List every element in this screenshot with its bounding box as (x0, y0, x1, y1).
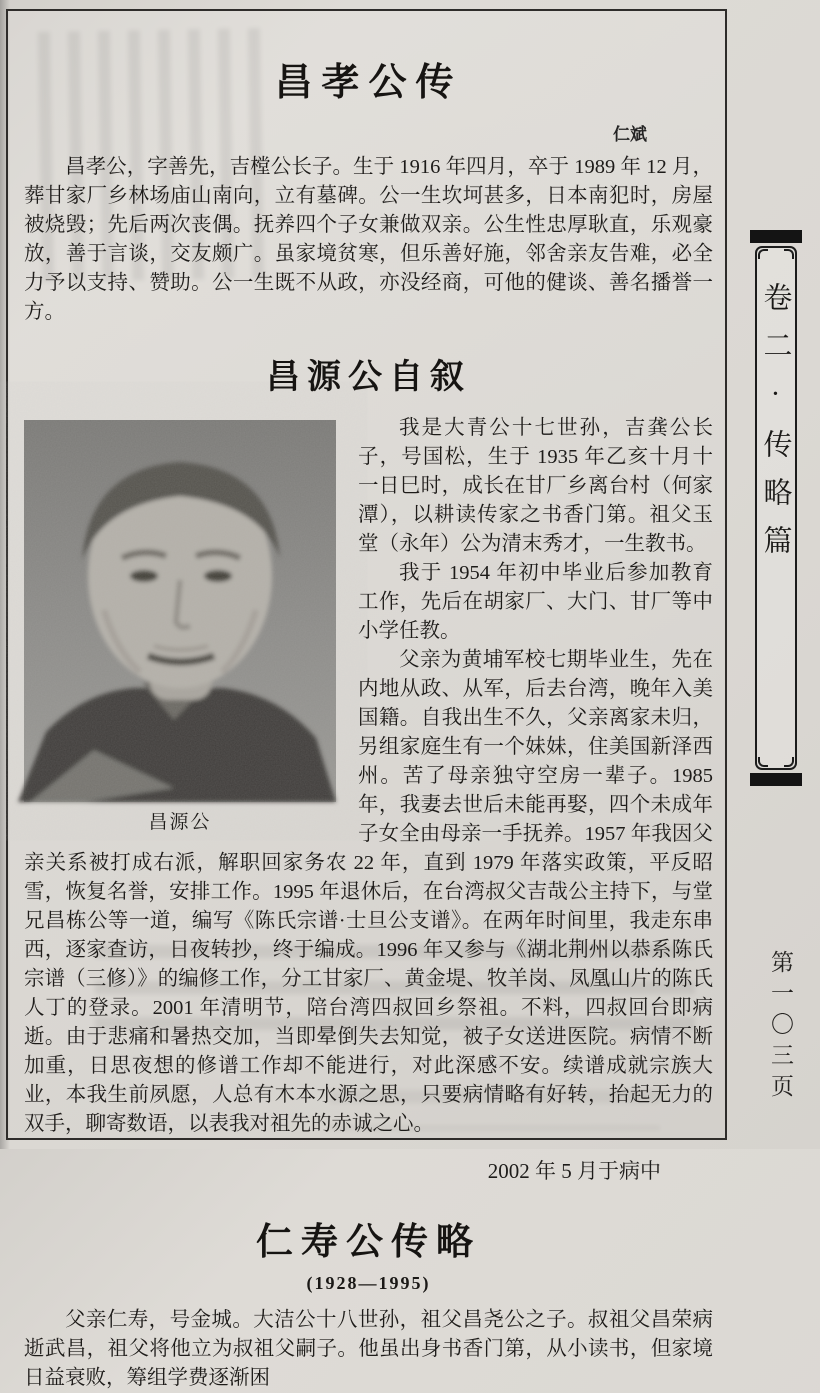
corner-ornament (783, 249, 794, 260)
narrative-paragraph: 我是大青公十七世孙，吉龚公长子，号国松，生于 1935 年乙亥十月十一日巳时，成长在甘厂乡离台村（何家潭），以耕读传家之书香门第。祖父玉堂（永年）公为清末秀才，一生教书。 (358, 417, 713, 555)
section-title: 昌孝公传 (274, 62, 463, 104)
volume-label: 卷二·传略篇 (759, 282, 792, 573)
text-photo-flow (24, 414, 713, 1139)
page-frame (6, 9, 727, 1389)
corner-ornament (783, 756, 794, 767)
narrative-paragraph: 我于 1954 年初中毕业后参加教育工作，先后在胡家厂、大门、甘厂等中小学任教。 (358, 562, 713, 642)
corner-ornament (758, 756, 769, 767)
section-title: 仁寿公传略 (256, 1222, 481, 1263)
life-dates: (1928—1995) (306, 1273, 431, 1293)
section-renshou-biography (24, 1211, 713, 1393)
section-title: 昌源公自叙 (266, 359, 471, 396)
page-number: 第一〇三页 (768, 950, 793, 1105)
biography-paragraph: 父亲仁寿，号金城。大洁公十八世孙，祖父昌尧公之子。叔祖父昌荣病逝武昌，祖父将他立为叔祖父嗣子。他虽出身书香门第，从小读书，但家境日益衰败，筹组学费逐渐困 (24, 1309, 713, 1389)
portrait-photo (24, 420, 336, 802)
section-changxiao-biography (24, 51, 713, 327)
dateline: 2002 年 5 月于病中 (487, 1159, 661, 1183)
corner-ornament (758, 249, 769, 260)
tab-top-bar (750, 230, 802, 243)
narrative-paragraph: 父亲为黄埔军校七期毕业生，先在内地从政、从军，后去台湾，晚年入美国籍。自我出生不久，父亲离家未归，另组家庭生有一个妹妹，住美国新泽西州。苦了母亲独守空房一辈子。1985 年，我妻去世后未能再娶，四个未成年子女全由母亲一手抚养。1957 年我因父亲关系被打成右派，解职回家务农 22 年，直到 1979 年落实政策，平反昭雪，恢复名誉，安排工作。1995 年退休后，在台湾叔父吉哉公主持下，与堂兄昌栋公等一道，编写《陈氏宗谱·士旦公支谱》。在两年时间里，我走东串西，逐家查访，日夜转抄，终于编成。1996 年又参与《湖北荆州以恭系陈氏宗谱（三修）》的编修工作，分工甘家厂、黄金堤、牧羊岗、凤凰山片的陈氏人丁的登录。2001 年清明节，陪台湾四叔回乡祭祖。不料，四叔回台即病逝。由于悲痛和暑热交加，当即晕倒失去知觉，被子女送进医院。病情不断加重，日思夜想的修谱工作却不能进行，对此深感不安。续谱成就宗族大业，本我生前夙愿，人总有木本水源之思，只要病情略有好转，抬起无力的双手，聊寄数语，以表我对祖先的赤诚之心。 (24, 649, 713, 1135)
volume-margin-tab (748, 230, 804, 786)
biography-paragraph: 昌孝公，字善先，吉樘公长子。生于 1916 年四月，卒于 1989 年 12 月，葬甘家厂乡林场庙山南向，立有墓碑。公一生坎坷甚多，日本南犯时，房屋被烧毁；先后两次丧偶。抚养四个子女兼做双亲。公生性忠厚耿直，乐观豪放，善于言谈，交友颇广。虽家境贫寒，但乐善好施，邻舍亲友告难，必全力予以支持、赞助。公一生既不从政，亦没经商，可他的健谈、善名播誉一方。 (24, 156, 713, 323)
tab-border-box (755, 246, 797, 770)
photo-caption: 昌源公 (148, 812, 212, 833)
portrait-figure (24, 420, 336, 834)
section-changyuan-self-narrative (24, 349, 713, 1185)
author-byline: 仁斌 (613, 125, 647, 144)
tab-bottom-bar (750, 773, 802, 786)
